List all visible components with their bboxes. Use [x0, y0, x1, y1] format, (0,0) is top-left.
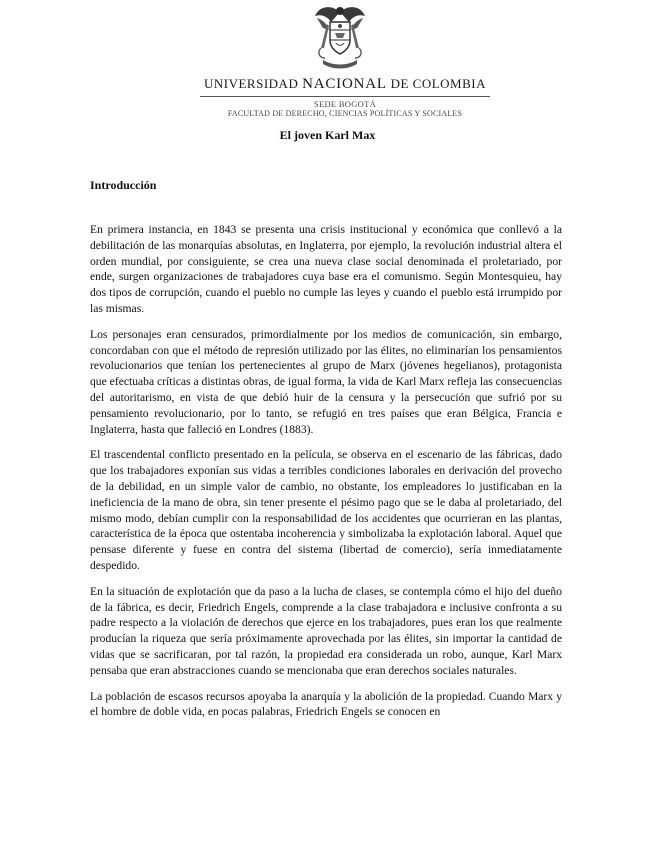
document-title: El joven Karl Max: [279, 128, 376, 142]
university-name: [200, 76, 490, 93]
document-body: [90, 222, 562, 730]
university-name-suffix: DE COLOMBIA: [386, 76, 486, 91]
body-paragraph: En primera instancia, en 1843 se presenta una crisis institucional y económica que conllevó a la debilitación de las monarquías absolutas, en Inglaterra, por ejemplo, la revolución industrial altera el orden mundial, por consiguiente, se crea una nueva clase social denominada el proletariado, por ende, surgen organizaciones de trabajadores cuya base era el comunismo. Según Montesquieu, hay dos tipos de corrupción, cuando el pueblo no cumple las leyes y cuando el pueblo está irrumpido por las mismas.: [90, 223, 562, 315]
body-paragraph: La población de escasos recursos apoyaba la anarquía y la abolición de la propiedad. Cuando Marx y el hombre de doble vida, en pocas palabras, Friedrich Engels se conocen en: [90, 689, 562, 719]
university-name-emphasis: NACIONAL: [302, 76, 387, 92]
coat-of-arms-icon: [313, 2, 367, 72]
body-paragraph: El trascendental conflicto presentado en la película, se observa en el escenario de las fábricas, dado que los trabajadores exponían sus vidas a terribles condiciones laborales en derivación del provecho de la debilidad, en un simple valor de cambio, no obstante, los empleadores lo justificaban en la ineficiencia de la mano de obra, sin tener presente el pésimo pago que se le daba al proletariado, del mismo modo, debían cumplir con la responsabilidad de los accidentes que ocurrieran en las plantas, característica de la época que ostentaba incoherencia y simbolizaba la explotación laboral. Aquel que pensase diferente y fuese en contra del sistema (libertad de comercio), sería inmediatamente despedido.: [90, 448, 562, 572]
body-paragraph: En la situación de explotación que da paso a la lucha de clases, se contempla cómo el hijo del dueño de la fábrica, es decir, Friedrich Engels, comprende a la clase trabajadora e inclusive confronta a su padre respecto a la violación de derechos que ejerce en los trabajadores, pues eran los que realmente producían la riqueza que sería próximamente aprovechada por las élites, sin importar la cantidad de vidas que se sacrificaran, por tal razón, la propiedad era considerada un robo, aunque, Karl Marx pensaba que eran abstracciones cuando se mencionaba que eran derechos sociales naturales.: [90, 584, 562, 677]
university-name-prefix: UNIVERSIDAD: [204, 76, 303, 91]
body-paragraph: Los personajes eran censurados, primordialmente por los medios de comunicación, sin embargo, concordaban con que el método de represión utilizado por las élites, no eliminarían los pensamientos revolucionarios que tenían los pertenecientes al grupo de Marx (jóvenes hegelianos), protagonista que efectuaba críticas a distintas obras, de igual forma, la vida de Karl Marx refleja las consecuencias del autoritarismo, en vista de que debió huir de la censura y la persecución que sufrió por su pensamiento revolucionario, por lo tanto, se refugió en tres países que eran Bélgica, Francia e Inglaterra, hasta que falleció en Londres (1883).: [90, 327, 562, 436]
university-letterhead: [200, 76, 490, 119]
campus-name: SEDE BOGOTÁ: [313, 99, 377, 109]
faculty-name: FACULTAD DE DERECHO, CIENCIAS POLÍTICAS Y SOCIALES: [227, 109, 463, 118]
letterhead-divider: [200, 96, 490, 97]
section-heading: Introducción: [90, 178, 157, 192]
